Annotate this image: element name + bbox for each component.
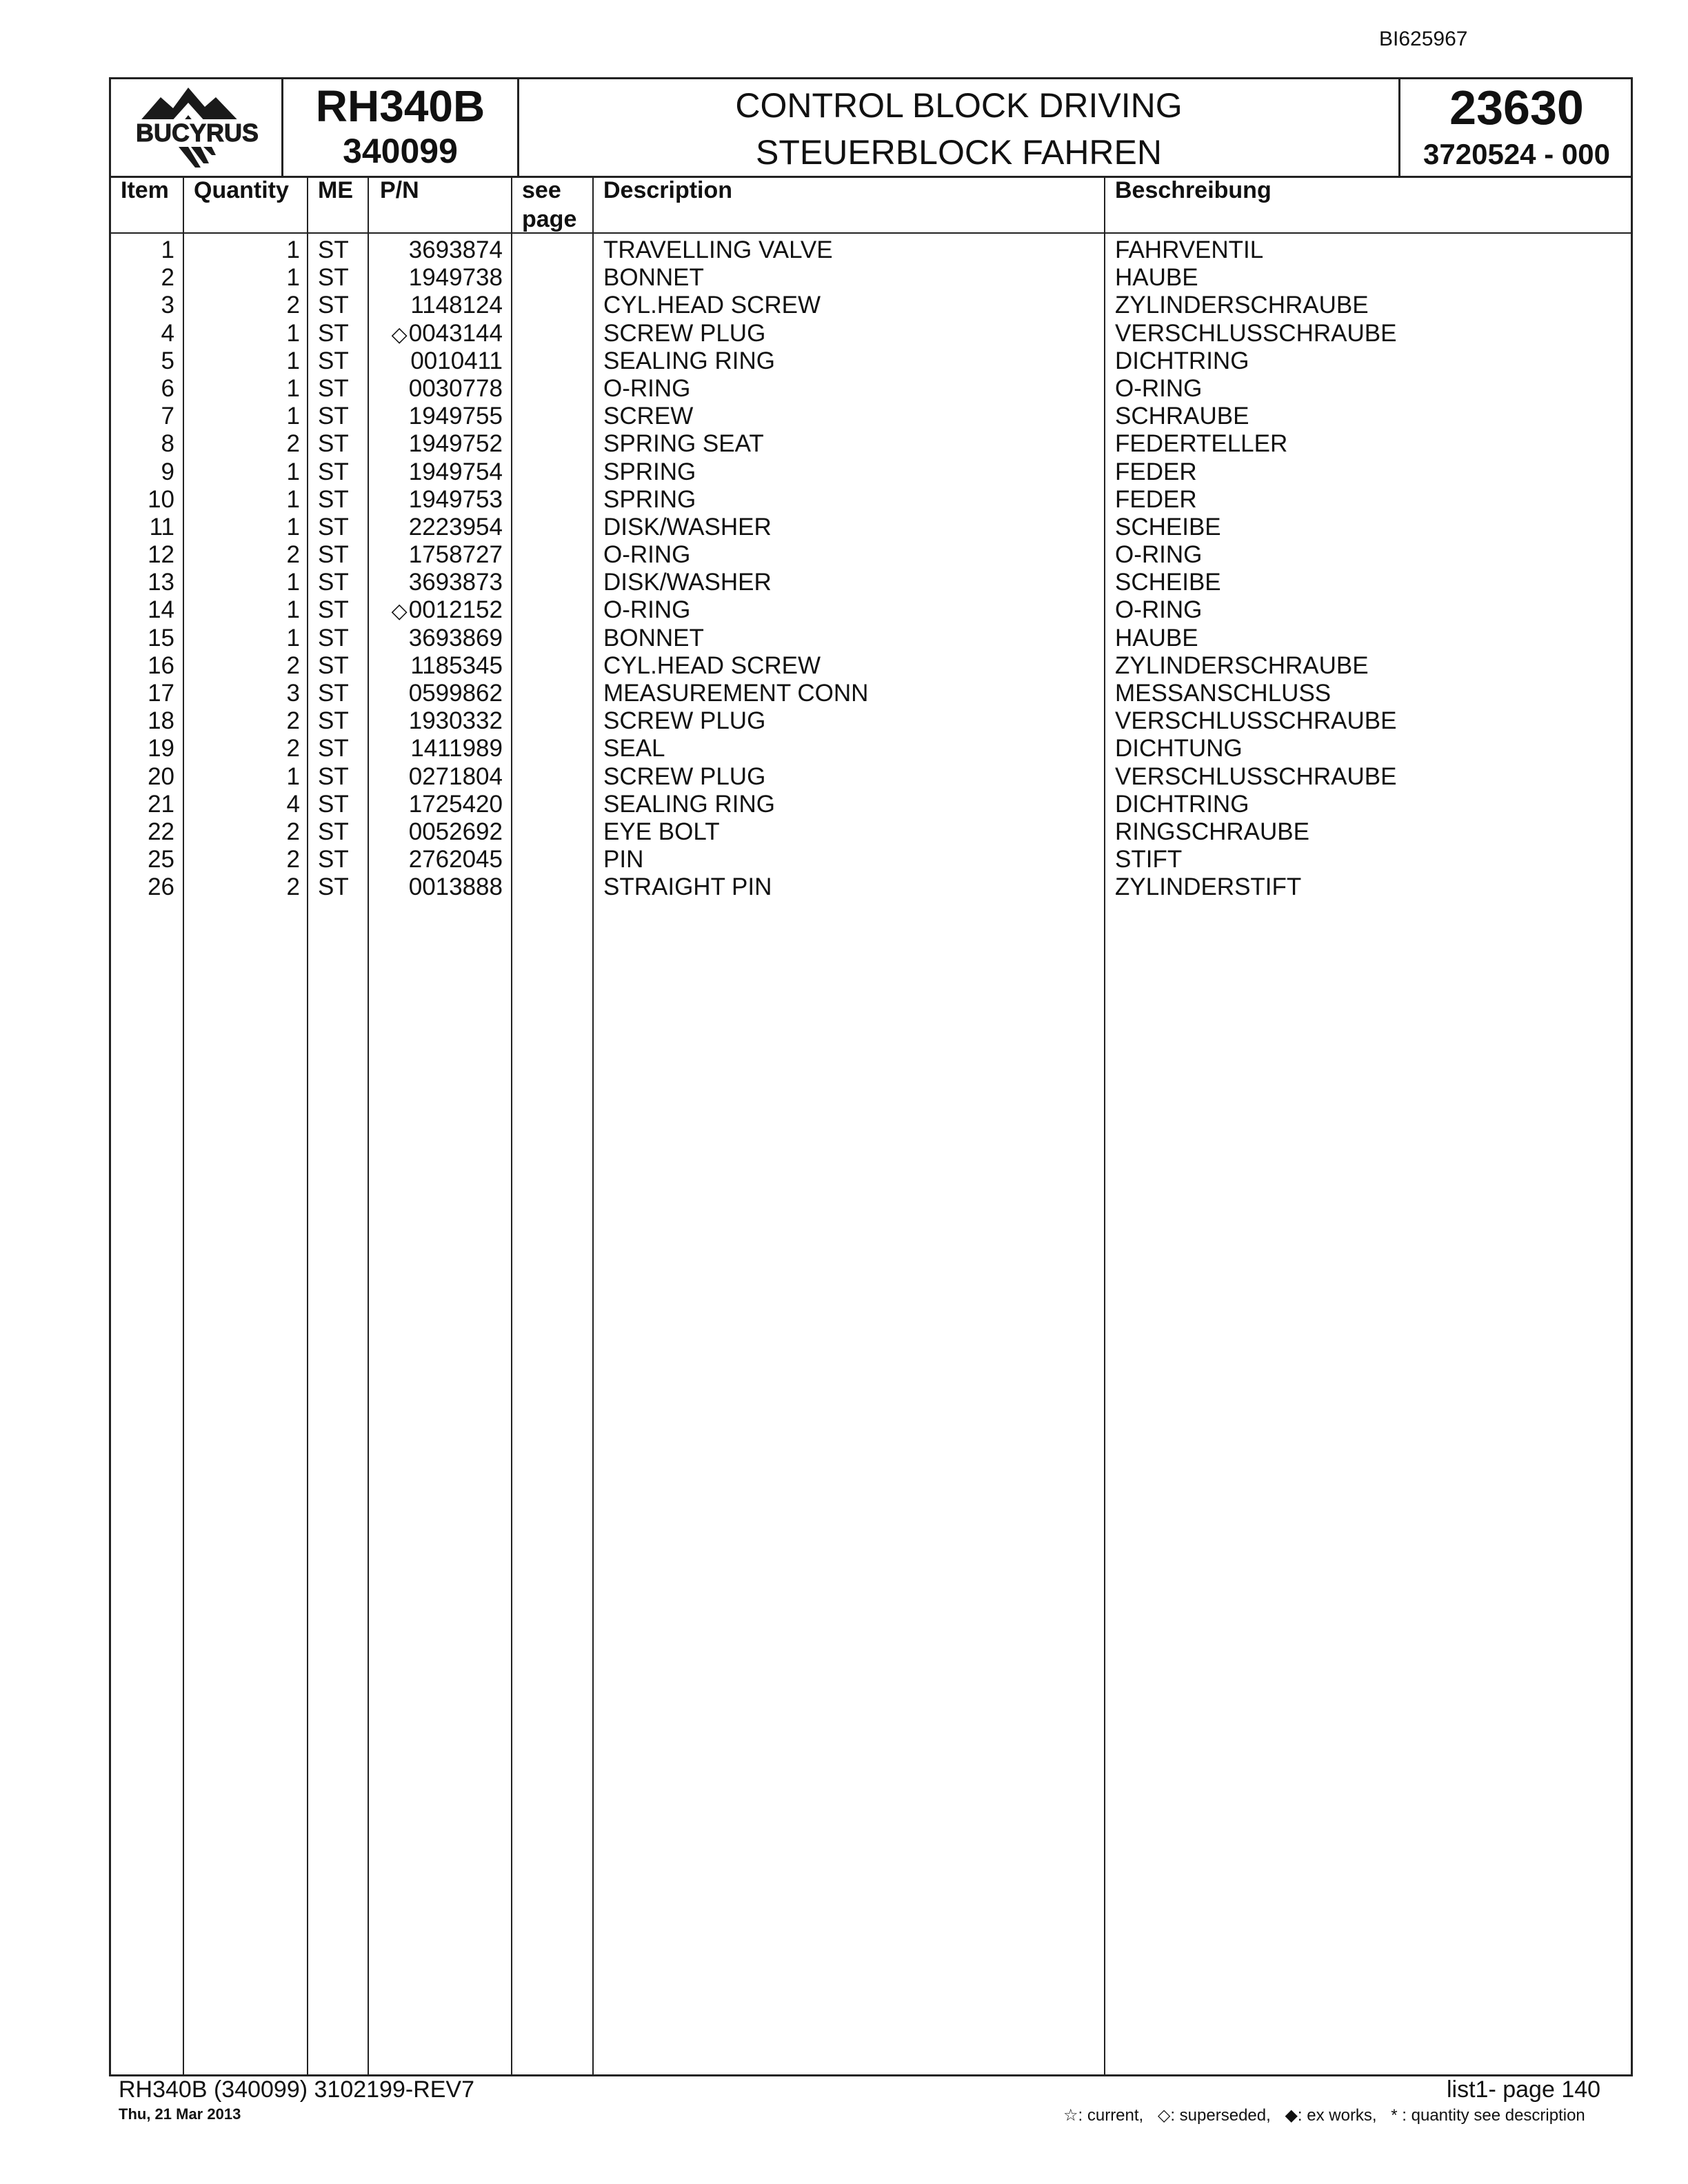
cell-quantity: 1 (286, 624, 300, 651)
cell-description: SPRING SEAT (603, 430, 764, 458)
superseded-marker: ◇ (391, 323, 408, 346)
footer-date: Thu, 21 Mar 2013 (119, 2105, 241, 2123)
column-headers (111, 176, 1631, 234)
superseded-marker: ◇ (391, 600, 408, 623)
cell-description: CYL.HEAD SCREW (603, 651, 821, 679)
cell-item: 4 (161, 319, 174, 347)
cell-pn (369, 375, 503, 404)
cell-beschreibung: DICHTRING (1115, 790, 1249, 818)
cell-item: 11 (149, 513, 174, 540)
parts-sheet (109, 77, 1633, 2076)
legend-ex-works: ◆: ex works, (1285, 2106, 1377, 2125)
part-number: 1949752 (408, 430, 503, 458)
column-header-quantity: Quantity (194, 177, 289, 203)
model-number: 340099 (343, 132, 458, 170)
cell-pn (369, 514, 503, 543)
cell-me: ST (318, 818, 349, 845)
cell-quantity: 4 (286, 790, 300, 818)
cell-item: 22 (148, 818, 174, 845)
column-header-description: Description (603, 177, 733, 203)
cell-pn (369, 264, 503, 293)
see-label: see (522, 177, 561, 203)
cell-item: 7 (161, 403, 174, 430)
cell-beschreibung: MESSANSCHLUSS (1115, 680, 1332, 707)
cell-quantity: 2 (286, 846, 300, 873)
cell-pn (369, 818, 503, 847)
cell-me: ST (318, 264, 349, 292)
cell-description: SEAL (603, 735, 665, 762)
title-cell (519, 79, 1400, 176)
cell-description: PIN (603, 846, 644, 873)
cell-item: 25 (148, 846, 174, 873)
logo-cell (111, 79, 283, 176)
column-header-pn: P/N (380, 177, 419, 203)
bucyrus-logo (119, 83, 275, 173)
cell-item: 18 (148, 707, 174, 735)
cell-beschreibung: DICHTRING (1115, 347, 1249, 374)
part-number: 1949753 (408, 485, 503, 513)
cell-pn (369, 236, 503, 265)
table-row (111, 763, 1631, 791)
cell-item: 19 (148, 735, 174, 762)
document-id: BI625967 (1379, 28, 1468, 50)
cell-pn (369, 680, 503, 709)
cell-description: O-RING (603, 596, 691, 624)
cell-me: ST (318, 347, 349, 374)
table-row (111, 873, 1631, 901)
cell-item: 14 (148, 596, 174, 624)
cell-me: ST (318, 846, 349, 873)
cell-beschreibung: O-RING (1115, 541, 1203, 569)
cell-me: ST (318, 513, 349, 540)
cell-item: 10 (148, 485, 174, 513)
cell-pn (369, 652, 503, 681)
part-number: 0013888 (408, 873, 503, 901)
cell-beschreibung: HAUBE (1115, 624, 1198, 651)
cell-quantity: 2 (286, 873, 300, 901)
cell-description: SCREW PLUG (603, 707, 766, 735)
cell-item: 6 (161, 374, 174, 402)
column-header-me: ME (318, 177, 353, 203)
table-row (111, 735, 1631, 762)
cell-item: 5 (161, 347, 174, 374)
column-header-beschreibung: Beschreibung (1115, 177, 1272, 203)
cell-description: SEALING RING (603, 347, 775, 374)
table-row (111, 514, 1631, 541)
cell-quantity: 2 (286, 707, 300, 735)
table-row (111, 292, 1631, 319)
table-row (111, 596, 1631, 624)
cell-me: ST (318, 569, 349, 596)
cell-description: SPRING (603, 485, 696, 513)
cell-item: 21 (148, 790, 174, 818)
title-german: STEUERBLOCK FAHREN (755, 133, 1162, 172)
part-number: 1930332 (408, 707, 503, 735)
svg-text:BUCYRUS: BUCYRUS (135, 119, 259, 147)
cell-beschreibung: RINGSCHRAUBE (1115, 818, 1309, 845)
cell-description: O-RING (603, 541, 691, 569)
cell-quantity: 2 (286, 818, 300, 845)
cell-description: EYE BOLT (603, 818, 720, 845)
cell-pn (369, 430, 503, 459)
cell-beschreibung: FEDER (1115, 485, 1197, 513)
part-number: 1949754 (408, 458, 503, 485)
cell-beschreibung: FAHRVENTIL (1115, 236, 1264, 263)
cell-beschreibung: DICHTUNG (1115, 735, 1243, 762)
cell-pn (369, 763, 503, 792)
table-row (111, 846, 1631, 873)
cell-item: 9 (161, 458, 174, 485)
cell-me: ST (318, 236, 349, 263)
part-number: 1949738 (408, 264, 503, 292)
table-row (111, 375, 1631, 403)
cell-beschreibung: STIFT (1115, 846, 1183, 873)
cell-me: ST (318, 292, 349, 319)
cell-beschreibung: ZYLINDERSTIFT (1115, 873, 1302, 901)
cell-me: ST (318, 541, 349, 569)
cell-quantity: 2 (286, 292, 300, 319)
cell-beschreibung: SCHEIBE (1115, 513, 1221, 540)
cell-beschreibung: VERSCHLUSSCHRAUBE (1115, 319, 1397, 347)
cell-item: 12 (148, 541, 174, 569)
cell-quantity: 1 (286, 762, 300, 790)
cell-item: 3 (161, 292, 174, 319)
part-number: 1758727 (408, 541, 503, 569)
part-number: 0043144 (408, 319, 503, 347)
cell-me: ST (318, 403, 349, 430)
part-reference: 3720524 - 000 (1423, 138, 1610, 170)
table-row (111, 486, 1631, 514)
part-number: 1148124 (410, 292, 503, 319)
cell-quantity: 3 (286, 680, 300, 707)
cell-quantity: 2 (286, 541, 300, 569)
part-number: 3693869 (408, 624, 503, 651)
table-row (111, 430, 1631, 458)
cell-item: 26 (148, 873, 174, 901)
table-row (111, 320, 1631, 347)
legend-quantity: * : quantity see description (1391, 2106, 1585, 2125)
cell-item: 2 (161, 264, 174, 292)
cell-beschreibung: ZYLINDERSCHRAUBE (1115, 292, 1369, 319)
footer-document-ref: RH340B (340099) 3102199-REV7 (119, 2076, 475, 2103)
part-number: 1725420 (408, 790, 503, 818)
cell-me: ST (318, 735, 349, 762)
cell-pn (369, 625, 503, 654)
table-row (111, 458, 1631, 486)
part-number: 3693873 (408, 569, 503, 596)
cell-pn (369, 541, 503, 570)
cell-me: ST (318, 430, 349, 458)
cell-me: ST (318, 651, 349, 679)
cell-beschreibung: SCHRAUBE (1115, 403, 1249, 430)
model-name: RH340B (315, 81, 485, 131)
table-row (111, 236, 1631, 264)
table-row (111, 403, 1631, 430)
cell-description: SCREW PLUG (603, 319, 766, 347)
cell-me: ST (318, 680, 349, 707)
cell-quantity: 1 (286, 319, 300, 347)
column-header-item: Item (121, 177, 169, 203)
cell-quantity: 2 (286, 651, 300, 679)
model-cell (283, 79, 519, 176)
cell-item: 13 (148, 569, 174, 596)
cell-beschreibung: ZYLINDERSCHRAUBE (1115, 651, 1369, 679)
cell-quantity: 1 (286, 374, 300, 402)
cell-quantity: 1 (286, 264, 300, 292)
table-row (111, 541, 1631, 569)
symbol-legend (1063, 2105, 1595, 2125)
cell-me: ST (318, 762, 349, 790)
part-number: 0271804 (408, 762, 503, 790)
cell-item: 20 (148, 762, 174, 790)
table-row (111, 625, 1631, 652)
part-number: 0052692 (408, 818, 503, 845)
cell-beschreibung: O-RING (1115, 596, 1203, 624)
cell-quantity: 1 (286, 513, 300, 540)
title-english: CONTROL BLOCK DRIVING (735, 86, 1183, 125)
cell-description: SCREW (603, 403, 694, 430)
cell-quantity: 1 (286, 458, 300, 485)
table-row (111, 818, 1631, 846)
table-row (111, 652, 1631, 680)
table-row (111, 791, 1631, 818)
table-row (111, 347, 1631, 375)
cell-pn (369, 569, 503, 598)
legend-current: ☆: current, (1063, 2106, 1144, 2125)
cell-pn (369, 292, 503, 321)
part-number: 1185345 (410, 651, 503, 679)
table-row (111, 680, 1631, 707)
table-row (111, 264, 1631, 292)
cell-quantity: 1 (286, 596, 300, 624)
part-number: 3693874 (408, 236, 503, 263)
cell-pn (369, 846, 503, 875)
table-row (111, 569, 1631, 596)
cell-description: DISK/WASHER (603, 569, 772, 596)
cell-item: 15 (148, 624, 174, 651)
cell-item: 1 (161, 236, 174, 263)
cell-beschreibung: VERSCHLUSSCHRAUBE (1115, 762, 1397, 790)
cell-me: ST (318, 624, 349, 651)
cell-description: BONNET (603, 624, 704, 651)
cell-description: TRAVELLING VALVE (603, 236, 833, 263)
cell-me: ST (318, 374, 349, 402)
cell-description: O-RING (603, 374, 691, 402)
cell-quantity: 2 (286, 735, 300, 762)
page-label: page (522, 206, 577, 232)
cell-description: SPRING (603, 458, 696, 485)
part-number: 0012152 (408, 596, 503, 624)
sheet-header (111, 79, 1631, 178)
cell-beschreibung: FEDER (1115, 458, 1197, 485)
cell-pn (369, 458, 503, 487)
part-number: 2762045 (408, 846, 503, 873)
part-number: 0010411 (410, 347, 503, 374)
cell-pn (369, 596, 503, 625)
cell-description: SEALING RING (603, 790, 775, 818)
table-row (111, 707, 1631, 735)
cell-item: 16 (148, 651, 174, 679)
cell-quantity: 1 (286, 403, 300, 430)
cell-pn (369, 347, 503, 376)
cell-description: DISK/WASHER (603, 513, 772, 540)
part-number: 2223954 (408, 513, 503, 540)
cell-me: ST (318, 319, 349, 347)
cell-beschreibung: HAUBE (1115, 264, 1198, 292)
cell-quantity: 1 (286, 347, 300, 374)
cell-pn (369, 791, 503, 820)
cell-description: SCREW PLUG (603, 762, 766, 790)
cell-pn (369, 707, 503, 736)
cell-beschreibung: SCHEIBE (1115, 569, 1221, 596)
cell-me: ST (318, 596, 349, 624)
parts-table-body (111, 236, 1631, 902)
cell-quantity: 2 (286, 430, 300, 458)
cell-description: STRAIGHT PIN (603, 873, 772, 901)
part-number: 0030778 (408, 374, 503, 402)
cell-description: CYL.HEAD SCREW (603, 292, 821, 319)
cell-quantity: 1 (286, 236, 300, 263)
group-number: 23630 (1449, 81, 1584, 134)
cell-me: ST (318, 707, 349, 735)
part-number: 0599862 (408, 680, 503, 707)
cell-description: BONNET (603, 264, 704, 292)
cell-quantity: 1 (286, 485, 300, 513)
part-number: 1949755 (408, 403, 503, 430)
cell-me: ST (318, 485, 349, 513)
cell-beschreibung: FEDERTELLER (1115, 430, 1288, 458)
cell-item: 8 (161, 430, 174, 458)
cell-beschreibung: O-RING (1115, 374, 1203, 402)
cell-beschreibung: VERSCHLUSSCHRAUBE (1115, 707, 1397, 735)
cell-me: ST (318, 790, 349, 818)
legend-superseded: ◇: superseded, (1157, 2106, 1271, 2125)
part-number: 1411989 (410, 735, 503, 762)
group-cell (1400, 79, 1633, 176)
column-header-see-page (512, 176, 594, 232)
cell-pn (369, 873, 503, 902)
cell-description: MEASUREMENT CONN (603, 680, 869, 707)
cell-pn (369, 403, 503, 432)
cell-me: ST (318, 873, 349, 901)
cell-me: ST (318, 458, 349, 485)
cell-item: 17 (148, 680, 174, 707)
cell-pn (369, 320, 503, 349)
cell-pn (369, 735, 503, 764)
cell-quantity: 1 (286, 569, 300, 596)
footer-page: list1- page 140 (1447, 2076, 1601, 2103)
cell-pn (369, 486, 503, 515)
